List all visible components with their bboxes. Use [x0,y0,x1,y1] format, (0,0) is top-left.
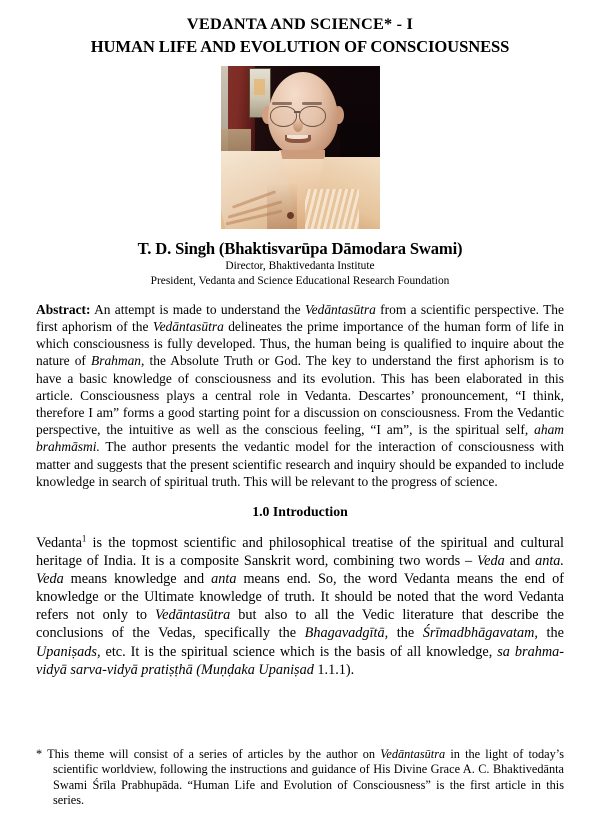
intro-text-10: 1.1.1). [313,661,355,678]
intro-text-3: and [504,552,536,569]
section-heading-introduction: 1.0 Introduction [252,503,348,519]
abstract-italic-3: Brahman, [91,353,145,369]
intro-text-2: is the topmost scientific and philosophical treatise of the spiritual and cultural heritage of India. It is a composite Sanskrit word, combining two words – [36,534,564,569]
author-byline [36,239,564,289]
intro-italic-2: anta. Veda [36,552,564,588]
photo-eyeglass-bridge [294,111,300,113]
abstract-italic-2: Vedāntasūtra [152,318,224,334]
abstract-text-5: The author presents the vedantic model for the interaction of consciousness with matter and suggests that the present scientific research and inquiry should be expanded to include knowledge in search of spiritual truth. This will be relevant to the progress of science. [36,439,564,489]
abstract-text-1: An attempt is made to understand the [90,301,305,317]
photo-eyebrow-left [272,102,292,105]
introduction-paragraph [36,534,564,679]
portrait-container [36,66,564,229]
photo-nose [293,118,303,132]
photo-picture-frame-inner [254,79,265,95]
intro-italic-6: Śrīmadbhāgavatam, [422,625,538,642]
abstract-text-4: the Absolute Truth or God. The key to understand the first aphorism is to have a basic knowledge of consciousness and its evolution. This has been elaborated in this article. Consciousness plays a central role in Vedanta. Descartes’ pronouncement, “I think, therefore I am” forms a good starting point for a discussion on consciousness. From the Vedantic perspective, the intuitive as well as the conscious feeling, “I am”, is the spiritual self, [36,353,564,438]
intro-text-1: Vedanta [36,534,82,551]
intro-italic-3: anta [211,571,237,588]
photo-robe-button [287,212,294,219]
footnote-body [36,747,564,809]
intro-italic-5: Bhagavadgītā, [304,625,389,642]
abstract-label: Abstract: [36,301,91,317]
intro-text-4: means knowledge and [63,571,212,588]
author-role-line-2: President, Vedanta and Science Educational Research Foundation [150,274,450,287]
intro-italic-1: Veda [477,552,505,569]
intro-text-7: the [388,625,423,642]
intro-italic-7: Upaniṣads, [36,643,101,660]
footnote-text-1: This theme will consist of a series of articles by the author on [42,746,381,761]
abstract-paragraph [36,301,564,491]
author-name: T. D. Singh (Bhaktisvarūpa Dāmodara Swami) [137,238,463,258]
document-title-block [36,0,564,59]
author-portrait-photo [221,66,380,229]
photo-eyeglass-right [299,106,326,127]
footnote-italic-1: Vedāntasūtra [380,746,446,761]
intro-text-6: but also to all the Vedic literature that describe the conclusions of the Vedas, specifically the [36,607,564,642]
photo-teeth [287,135,308,139]
page-footnote [36,747,564,809]
intro-italic-8: sa brahma-vidyā sarva-vidyā pratiṣṭhā (Muṇḍaka Upaniṣad [36,643,564,678]
abstract-text-2: from a scientific perspective. The first aphorism of the [36,301,564,334]
page-title-line-2: HUMAN LIFE AND EVOLUTION OF CONSCIOUSNESS [90,37,510,57]
author-role-line-1: Director, Bhaktivedanta Institute [225,259,375,272]
intro-text-8: the [537,625,564,642]
page-title-line-1: VEDANTA AND SCIENCE* - I [186,14,414,33]
intro-text-9: etc. It is the spiritual science which is the basis of all knowledge, [100,643,498,660]
abstract-italic-1: Vedāntasūtra [304,301,376,317]
abstract-italic-4: aham brahmāsmi. [36,422,564,455]
footnote-text-2: in the light of today’s scientific worldview, following the instructions and guidance of His Divine Grace A. C. Bhaktivedānta Swami Śrīla Prabhupāda. “Human Life and Evolution of Consciousness” is the first article in this series. [53,746,564,808]
intro-text-5: means end. So, the word Vedanta means the end of knowledge or the Ultimate knowledge of truth. It should be noted that the word Vedanta refers not only to [36,571,564,624]
footnote-marker: * [36,746,43,761]
footnote-reference-marker[interactable]: 1 [81,533,87,544]
photo-robe-fringe [305,189,359,229]
intro-italic-4: Vedāntasūtra [155,607,231,624]
photo-eyebrow-right [302,102,322,105]
abstract-text-3: delineates the prime importance of the human form of life in which consciousness is fully developed. Thus, the human being is qualified to inquire about the nature of [36,318,564,369]
